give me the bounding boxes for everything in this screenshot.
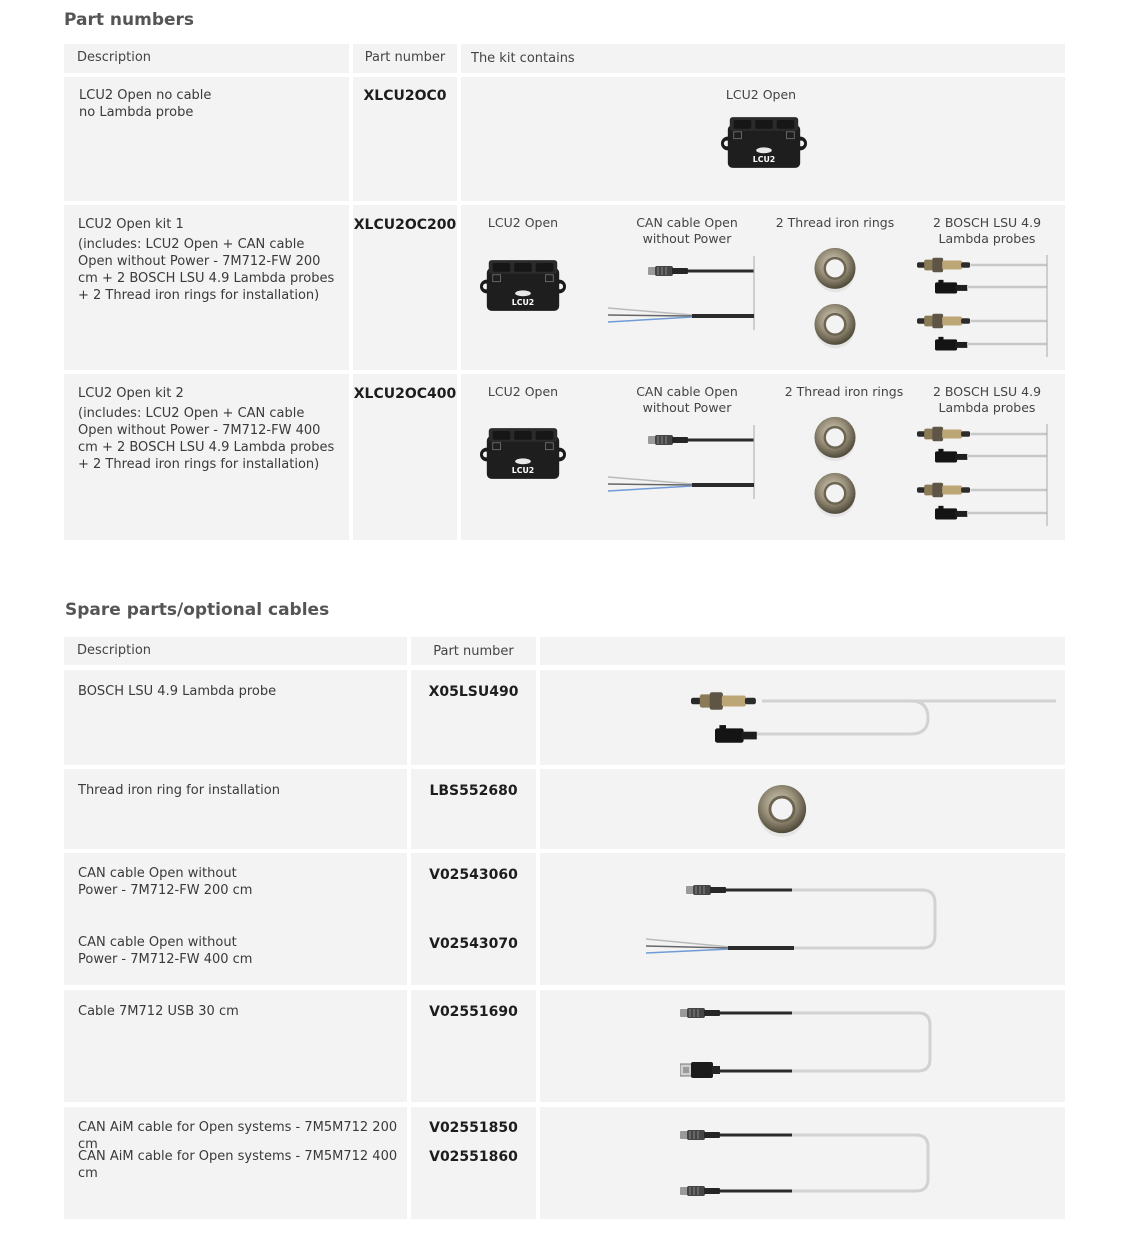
pn-header-partnumber: Part number — [364, 50, 446, 65]
lcu2-device-image — [479, 258, 567, 313]
part-numbers-title: Part numbers — [64, 10, 195, 30]
usb-cable-image — [680, 1004, 940, 1094]
sp-header-image-cell — [540, 637, 1065, 665]
sp-row-2-image-cell — [540, 769, 1065, 849]
sp-row-3-description-1: CAN cable Open without Power - 7M712-FW 200 cm — [78, 866, 253, 898]
pn-row-1-content-label-1: LCU2 Open — [725, 87, 797, 102]
pn-row-3-content-label-3: 2 Thread iron rings — [784, 384, 904, 399]
thread-ring-image — [812, 470, 858, 520]
thread-ring-image — [812, 245, 858, 295]
sp-row-2-partnumber: LBS552680 — [429, 783, 518, 799]
sp-header-description-cell — [64, 637, 407, 665]
can-cable-image — [606, 419, 756, 499]
pn-header-contents-cell — [461, 44, 1065, 73]
pn-header-description: Description — [77, 50, 152, 65]
thread-ring-image — [755, 782, 809, 840]
can-aim-cable-image — [680, 1127, 940, 1207]
lambda-probe-image — [917, 422, 1051, 532]
sp-header-partnumber-cell — [411, 637, 536, 665]
sp-row-5-partnumber-cell — [411, 1107, 536, 1219]
sp-row-2-description: Thread iron ring for installation — [78, 783, 280, 798]
pn-row-3-content-label-4: 2 BOSCH LSU 4.9 Lambda probes — [932, 384, 1042, 415]
pn-row-1-contents-cell — [461, 77, 1065, 201]
can-cable-image — [606, 250, 756, 330]
pn-row-2-partnumber: XLCU2OC200 — [353, 217, 457, 233]
pn-row-2-content-label-1: LCU2 Open — [487, 215, 559, 230]
pn-header-description-cell — [64, 44, 349, 73]
sp-row-5-image-cell — [540, 1107, 1065, 1219]
sp-row-4-description-cell — [64, 990, 407, 1102]
pn-row-1-partnumber: XLCU2OC0 — [363, 88, 447, 104]
lambda-probe-image — [917, 253, 1051, 363]
pn-row-2-content-label-2: CAN cable Open without Power — [636, 215, 738, 246]
pn-header-partnumber-cell — [353, 44, 457, 73]
sp-row-4-description: Cable 7M712 USB 30 cm — [78, 1004, 239, 1019]
sp-row-4-partnumber-cell — [411, 990, 536, 1102]
sp-row-5-partnumber-2: V02551860 — [429, 1149, 518, 1165]
sp-row-3-description-cell — [64, 853, 407, 985]
lcu2-device-image — [479, 426, 567, 481]
pn-row-2-description-cell — [64, 205, 349, 370]
sp-row-3-partnumber-2: V02543070 — [429, 936, 518, 952]
pn-row-2-content-label-3: 2 Thread iron rings — [775, 215, 895, 230]
sp-row-1-partnumber-cell — [411, 670, 536, 765]
sp-row-3-description-2: CAN cable Open without Power - 7M712-FW 400 cm — [78, 935, 253, 967]
pn-row-3-content-label-1: LCU2 Open — [487, 384, 559, 399]
sp-row-5-description-2: CAN AiM cable for Open systems - 7M5M712 400 cm — [78, 1149, 398, 1181]
sp-row-5-description-1: CAN AiM cable for Open systems - 7M5M712 200 cm — [78, 1120, 398, 1152]
sp-row-1-description: BOSCH LSU 4.9 Lambda probe — [78, 684, 277, 699]
pn-row-1-partnumber-cell — [353, 77, 457, 201]
sp-row-3-image-cell — [540, 853, 1065, 985]
pn-row-3-description: LCU2 Open kit 2 (includes: LCU2 Open + CAN cable Open without Power - 7M712-FW 400 cm + 2 BOSCH LSU 4.9 Lambda probes + 2 Thread iron rings for installation) — [78, 386, 335, 472]
can-cable-image — [644, 877, 944, 967]
sp-header-partnumber: Part number — [433, 644, 514, 659]
pn-row-1-description: LCU2 Open no cable no Lambda probe — [79, 88, 212, 120]
lambda-probe-image — [686, 686, 936, 746]
sp-header-description: Description — [77, 643, 152, 658]
sp-row-3-partnumber-1: V02543060 — [429, 867, 518, 883]
sp-row-1-description-cell — [64, 670, 407, 765]
sp-row-5-partnumber-1: V02551850 — [429, 1120, 518, 1136]
lcu2-device-image — [720, 115, 808, 170]
pn-row-3-description-cell — [64, 374, 349, 540]
sp-row-1-partnumber: X05LSU490 — [428, 684, 519, 700]
sp-row-5-description-cell — [64, 1107, 407, 1219]
pn-row-3-contents-cell — [461, 374, 1065, 540]
pn-row-2-content-label-4: 2 BOSCH LSU 4.9 Lambda probes — [932, 215, 1042, 246]
thread-ring-image — [812, 301, 858, 351]
sp-row-2-partnumber-cell — [411, 769, 536, 849]
pn-row-2-description: LCU2 Open kit 1 (includes: LCU2 Open + CAN cable Open without Power - 7M712-FW 200 cm + 2 BOSCH LSU 4.9 Lambda probes + 2 Thread iron rings for installation) — [78, 217, 335, 303]
pn-row-1-description-cell — [64, 77, 349, 201]
sp-row-2-description-cell — [64, 769, 407, 849]
pn-row-3-partnumber-cell — [353, 374, 457, 540]
pn-row-2-partnumber-cell — [353, 205, 457, 370]
pn-row-2-contents-cell — [461, 205, 1065, 370]
sp-row-1-image-cell — [540, 670, 1065, 765]
sp-row-4-partnumber: V02551690 — [429, 1004, 518, 1020]
thread-ring-image — [812, 414, 858, 464]
pn-row-3-content-label-2: CAN cable Open without Power — [636, 384, 738, 415]
sp-row-3-partnumber-cell — [411, 853, 536, 985]
sp-row-4-image-cell — [540, 990, 1065, 1102]
pn-row-3-partnumber: XLCU2OC400 — [353, 386, 457, 402]
spare-parts-title: Spare parts/optional cables — [65, 600, 330, 620]
pn-header-contents: The kit contains — [471, 51, 575, 66]
